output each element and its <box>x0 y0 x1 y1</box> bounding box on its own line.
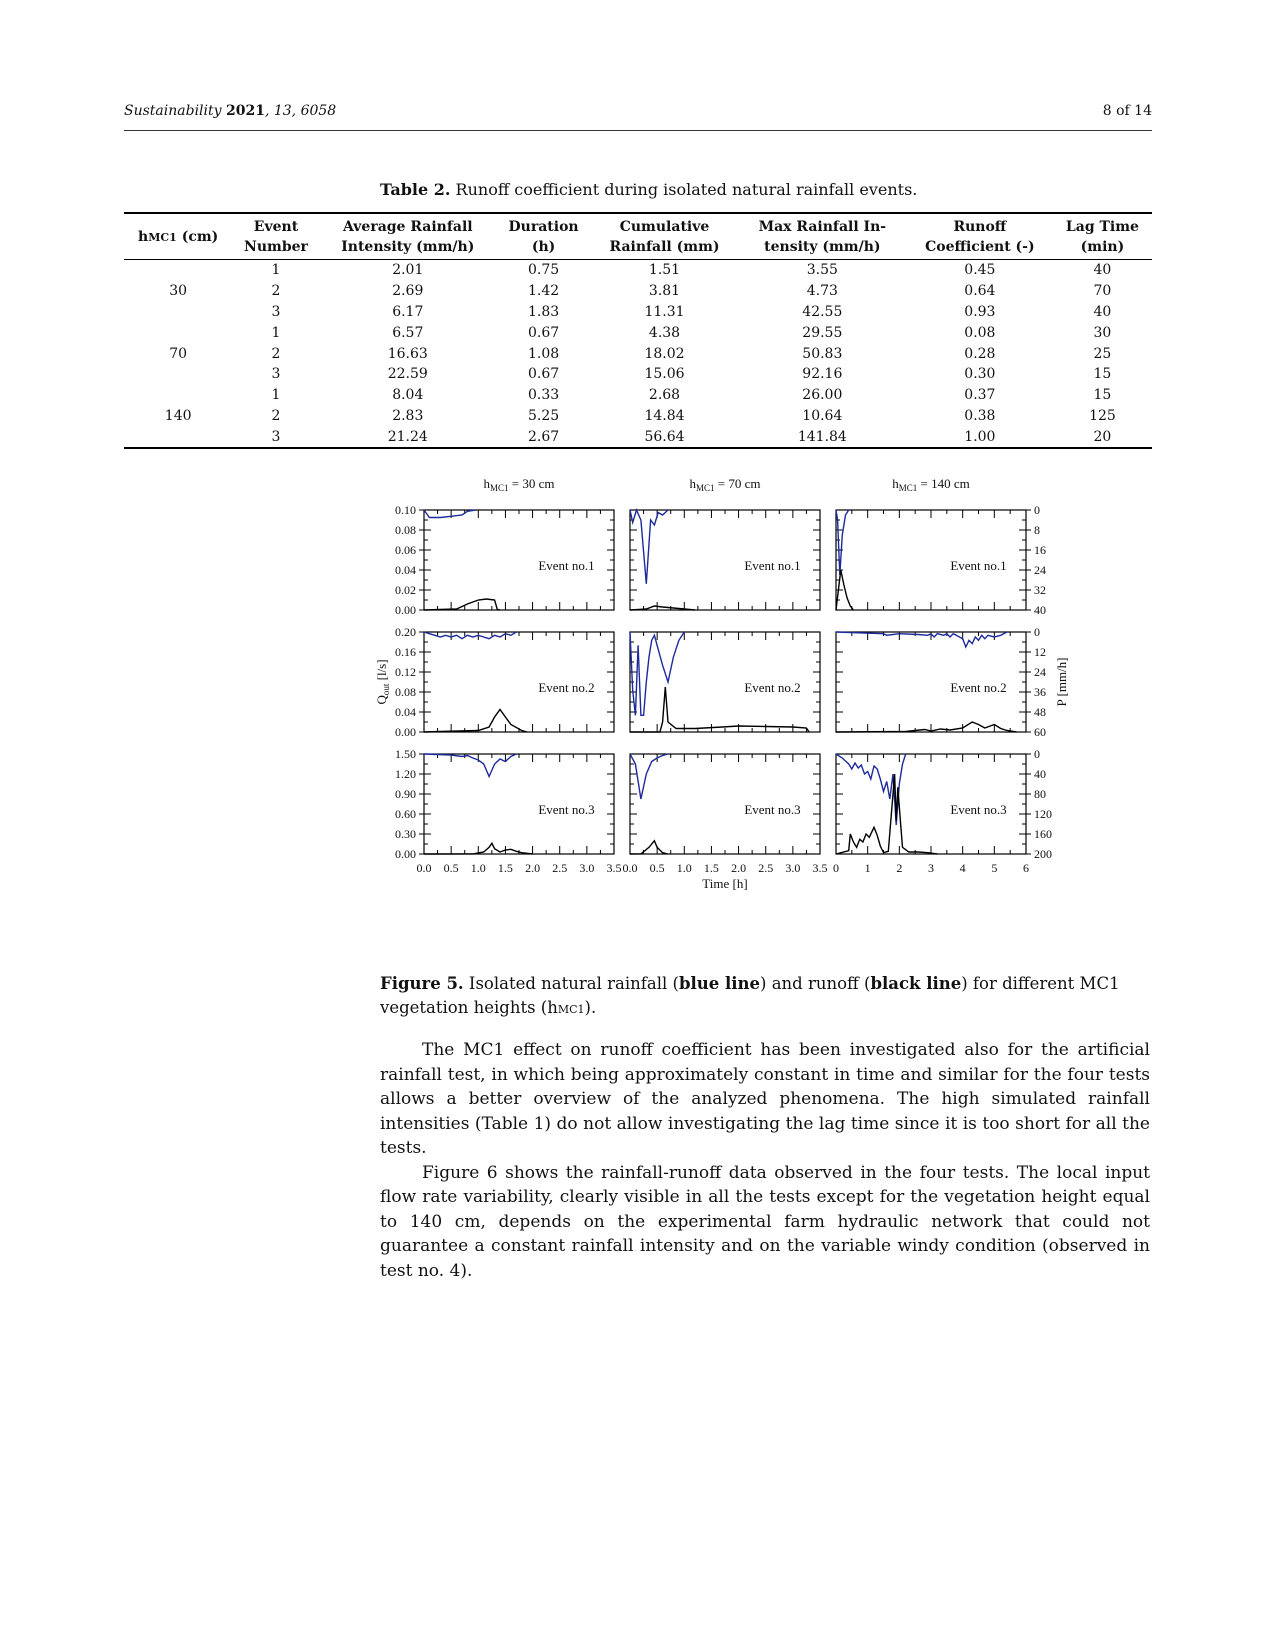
table-cell: 3 <box>271 428 281 445</box>
table-cell: 25 <box>1093 345 1112 362</box>
table-cell: 1 <box>271 387 281 404</box>
runoff-line <box>836 722 1017 732</box>
table-cell: 92.16 <box>802 366 843 383</box>
table-cell: 30 <box>1093 324 1112 341</box>
p-tick-label: 60 <box>1034 725 1046 739</box>
col-header-cumulative: Cumulative Rainfall (mm) <box>609 219 720 255</box>
paragraph: The MC1 effect on runoff coefficient has been investigated also for the artificial rainfall test, in which being approximately constant in time and similar for the four tests allows a better overview of the analyzed phenomena. The high simulated rainfall intensities (Table 1) do not allow investigating the lag time since it is too short for all the tests. <box>380 1040 1150 1158</box>
x-tick-label: 0.5 <box>443 861 459 875</box>
q-tick-label: 0.60 <box>395 807 416 821</box>
col-header-runoff-coef: Runoff Coefficient (-) <box>925 219 1035 255</box>
col-header-max-intensity: Max Rainfall In- tensity (mm/h) <box>758 219 887 255</box>
table-cell: 40 <box>1093 262 1112 279</box>
table-cell: 2.01 <box>392 262 424 279</box>
journal-volume: , 13, 6058 <box>264 103 337 119</box>
x-tick-label: 1 <box>864 861 871 875</box>
table-cell: 56.64 <box>644 428 685 445</box>
x-tick-label: 2.0 <box>525 861 541 875</box>
x-tick-label: 1.0 <box>676 861 692 875</box>
q-tick-label: 0.08 <box>395 685 416 699</box>
table-cell: 0.37 <box>964 387 996 404</box>
rainfall-line <box>836 510 849 575</box>
table-caption-text: Runoff coefficient during isolated natural rainfall events. <box>450 180 918 199</box>
table-cell: 2 <box>271 407 281 424</box>
table-cell: 29.55 <box>802 324 843 341</box>
table-cell: 15.06 <box>644 366 685 383</box>
x-tick-label: 1.5 <box>703 861 719 875</box>
column-title: $h_{MC1} = 70$ cm <box>689 476 761 493</box>
body-text <box>380 1038 1150 1283</box>
cell-height: 70 <box>169 345 188 362</box>
x-tick-label: 0.5 <box>649 861 665 875</box>
table-cell: 0.75 <box>527 262 560 279</box>
q-tick-label: 0.00 <box>395 725 416 739</box>
rainfall-line <box>630 510 668 584</box>
y-axis-label-left: $Q_{out}$ [l/s] <box>374 659 391 705</box>
x-tick-label: 0.0 <box>416 861 432 875</box>
p-tick-label: 12 <box>1034 645 1046 659</box>
table-cell: 15 <box>1093 387 1112 404</box>
table-cell: 40 <box>1093 303 1112 320</box>
table-cell: 50.83 <box>802 345 843 362</box>
x-tick-label: 3.5 <box>812 861 828 875</box>
q-tick-label: 0.04 <box>395 705 416 719</box>
table-cell: 22.59 <box>387 366 428 383</box>
table-cell: 26.00 <box>802 387 843 404</box>
p-tick-label: 32 <box>1034 583 1046 597</box>
p-tick-label: 8 <box>1034 523 1040 537</box>
q-tick-label: 0.00 <box>395 847 416 861</box>
x-tick-label: 6 <box>1023 861 1029 875</box>
q-tick-label: 0.02 <box>395 583 416 597</box>
table-cell: 18.02 <box>644 345 685 362</box>
y-axis-label-right: P [mm/h] <box>1054 657 1069 707</box>
table-cell: 0.28 <box>964 345 996 362</box>
column-title: $h_{MC1} = 140$ cm <box>892 476 970 493</box>
table-cell: 2.67 <box>527 428 560 445</box>
p-tick-label: 120 <box>1034 807 1052 821</box>
rainfall-line <box>424 510 476 518</box>
table-cell: 0.67 <box>527 324 560 341</box>
table-cell: 5.25 <box>527 407 560 424</box>
col-header-lag-time: Lag Time (min) <box>1065 219 1139 255</box>
col-header-height: hMC1 (cm) <box>138 228 219 245</box>
table-cell: 3 <box>271 366 281 383</box>
table-cell: 0.30 <box>964 366 996 383</box>
event-label: Event no.1 <box>950 558 1007 573</box>
x-tick-label: 1.0 <box>470 861 486 875</box>
col-header-duration: Duration (h) <box>508 219 579 255</box>
table-cell: 14.84 <box>644 407 685 424</box>
table-cell: 3.81 <box>648 283 681 300</box>
table-cell: 0.33 <box>527 387 560 404</box>
table-cell: 0.93 <box>964 303 996 320</box>
q-tick-label: 0.90 <box>395 787 416 801</box>
table-cell: 3 <box>271 303 281 320</box>
runoff-line <box>836 774 937 854</box>
p-tick-label: 200 <box>1034 847 1052 861</box>
x-tick-label: 4 <box>959 861 966 875</box>
x-tick-label: 2.5 <box>552 861 568 875</box>
x-tick-label: 2 <box>896 861 903 875</box>
q-tick-label: 0.08 <box>395 523 416 537</box>
table-cell: 141.84 <box>797 428 847 445</box>
col-header-event: Event Number <box>244 219 308 255</box>
p-tick-label: 40 <box>1034 767 1046 781</box>
q-tick-label: 0.10 <box>395 503 416 517</box>
rainfall-line <box>836 632 1007 647</box>
q-tick-label: 0.06 <box>395 543 416 557</box>
table-cell: 0.38 <box>964 407 996 424</box>
q-tick-label: 0.12 <box>395 665 416 679</box>
table-cell: 6.57 <box>392 324 424 341</box>
runoff-line <box>424 599 500 610</box>
p-tick-label: 40 <box>1034 603 1046 617</box>
table-cell: 11.31 <box>644 303 685 320</box>
q-tick-label: 1.50 <box>395 747 416 761</box>
rainfall-line <box>630 754 668 799</box>
table-caption-label: Table 2. <box>380 180 451 199</box>
table-cell: 4.73 <box>806 283 838 300</box>
runoff-line <box>424 710 527 733</box>
event-label: Event no.3 <box>538 802 595 817</box>
table-cell: 2.69 <box>392 283 424 300</box>
table-cell: 0.45 <box>964 262 996 279</box>
q-tick-label: 1.20 <box>395 767 416 781</box>
p-tick-label: 36 <box>1034 685 1046 699</box>
p-tick-label: 0 <box>1034 747 1040 761</box>
x-tick-label: 1.5 <box>497 861 513 875</box>
event-label: Event no.2 <box>950 680 1007 695</box>
table-cell: 8.04 <box>392 387 424 404</box>
event-label: Event no.3 <box>744 802 801 817</box>
table-cell: 10.64 <box>802 407 843 424</box>
figure-caption: Figure 5. Isolated natural rainfall (blue line) and runoff (black line) for different MC1 vegetation heights (hMC1). <box>380 974 1120 1017</box>
event-label: Event no.2 <box>744 680 801 695</box>
table-cell: 1.08 <box>527 345 560 362</box>
event-label: Event no.1 <box>538 558 595 573</box>
table-cell: 1 <box>271 262 281 279</box>
cell-height: 30 <box>169 283 188 300</box>
table-cell: 2 <box>271 345 281 362</box>
col-header-avg-intensity: Average Rainfall Intensity (mm/h) <box>341 219 475 255</box>
x-tick-label: 0.0 <box>622 861 638 875</box>
x-tick-label: 0 <box>833 861 839 875</box>
x-tick-label: 2.5 <box>758 861 774 875</box>
p-tick-label: 80 <box>1034 787 1046 801</box>
q-tick-label: 0.20 <box>395 625 416 639</box>
event-label: Event no.3 <box>950 802 1007 817</box>
p-tick-label: 160 <box>1034 827 1052 841</box>
event-label: Event no.2 <box>538 680 595 695</box>
table-cell: 0.08 <box>964 324 996 341</box>
runoff-line <box>630 841 668 854</box>
paragraph: Figure 6 shows the rainfall-runoff data observed in the four tests. The local input flow rate variability, clearly visible in all the tests except for the vegetation height equal to 140 cm, depends on the experimental farm hydraulic network that could not guarantee a constant rainfall intensity and on the variable windy condition (observed in test no. 4). <box>380 1162 1150 1281</box>
table-cell: 1.83 <box>527 303 560 320</box>
p-tick-label: 16 <box>1034 543 1046 557</box>
table-cell: 42.55 <box>802 303 843 320</box>
x-axis-label: Time [h] <box>702 876 748 891</box>
table-cell: 1.51 <box>648 262 681 279</box>
x-tick-label: 2.0 <box>731 861 747 875</box>
table-cell: 4.38 <box>648 324 681 341</box>
x-tick-label: 3 <box>928 861 934 875</box>
p-tick-label: 24 <box>1034 563 1046 577</box>
table-cell: 3.55 <box>806 262 838 279</box>
p-tick-label: 0 <box>1034 503 1040 517</box>
q-tick-label: 0.00 <box>395 603 416 617</box>
table-cell: 2 <box>271 283 281 300</box>
journal-name: Sustainability <box>124 103 222 119</box>
p-tick-label: 0 <box>1034 625 1040 639</box>
table-cell: 20 <box>1093 428 1112 445</box>
table-cell: 125 <box>1089 407 1116 424</box>
x-tick-label: 5 <box>991 861 998 875</box>
table-cell: 16.63 <box>387 345 428 362</box>
journal-year: 2021 <box>226 103 265 119</box>
rainfall-line <box>630 632 684 715</box>
table-cell: 15 <box>1093 366 1112 383</box>
cell-height: 140 <box>164 407 192 424</box>
table-cell: 21.24 <box>387 428 428 445</box>
table-cell: 2.83 <box>392 407 424 424</box>
table-cell: 1 <box>271 324 281 341</box>
p-tick-label: 24 <box>1034 665 1046 679</box>
runoff-line <box>836 570 853 610</box>
x-tick-label: 3.0 <box>579 861 595 875</box>
page-number: 8 of 14 <box>1102 103 1152 119</box>
table-cell: 6.17 <box>392 303 424 320</box>
table-cell: 1.42 <box>527 283 560 300</box>
q-tick-label: 0.16 <box>395 645 416 659</box>
x-tick-label: 3.5 <box>606 861 622 875</box>
table-cell: 70 <box>1093 283 1112 300</box>
q-tick-label: 0.30 <box>395 827 416 841</box>
table-cell: 0.67 <box>527 366 560 383</box>
p-tick-label: 48 <box>1034 705 1046 719</box>
q-tick-label: 0.04 <box>395 563 416 577</box>
table-cell: 2.68 <box>648 387 681 404</box>
table-cell: 1.00 <box>964 428 996 445</box>
event-label: Event no.1 <box>744 558 801 573</box>
x-tick-label: 3.0 <box>785 861 801 875</box>
column-title: $h_{MC1} = 30$ cm <box>483 476 555 493</box>
table-cell: 0.64 <box>964 283 996 300</box>
